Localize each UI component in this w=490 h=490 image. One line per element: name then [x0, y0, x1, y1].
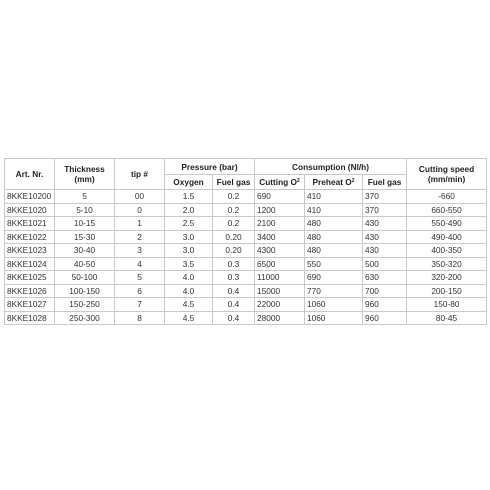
table-row — [5, 257, 487, 271]
cell-consumption-cutting-o2: 22000 — [255, 298, 305, 312]
table-body — [5, 190, 487, 325]
cell-tip: 5 — [115, 271, 165, 285]
cell-cutting-speed: 550-490 — [407, 217, 487, 231]
cell-cutting-speed: 80-45 — [407, 311, 487, 325]
cell-art-nr: 8KKE1025 — [5, 271, 55, 285]
cell-consumption-preheat-o2: 770 — [305, 284, 363, 298]
header-thickness-unit: (mm) — [74, 174, 95, 184]
cell-consumption-cutting-o2: 28000 — [255, 311, 305, 325]
cell-pressure-fuel-gas: 0.4 — [213, 298, 255, 312]
header-art-nr: Art. Nr. — [5, 159, 55, 190]
cell-pressure-fuel-gas: 0.20 — [213, 230, 255, 244]
cell-art-nr: 8KKE1023 — [5, 244, 55, 258]
table-row — [5, 271, 487, 285]
cell-consumption-preheat-o2: 480 — [305, 217, 363, 231]
header-tip: tip # — [115, 159, 165, 190]
cell-pressure-oxygen: 3.5 — [165, 257, 213, 271]
cell-consumption-fuel-gas: 430 — [363, 217, 407, 231]
cell-tip: 1 — [115, 217, 165, 231]
cell-cutting-speed: 660-550 — [407, 203, 487, 217]
cell-tip: 2 — [115, 230, 165, 244]
cell-art-nr: 8KKE1028 — [5, 311, 55, 325]
cell-cutting-speed: 200-150 — [407, 284, 487, 298]
cell-tip: 8 — [115, 311, 165, 325]
cell-consumption-cutting-o2: 6500 — [255, 257, 305, 271]
cell-thickness: 100-150 — [55, 284, 115, 298]
cell-consumption-preheat-o2: 1060 — [305, 311, 363, 325]
cell-consumption-preheat-o2: 410 — [305, 203, 363, 217]
cell-pressure-fuel-gas: 0.3 — [213, 271, 255, 285]
cell-consumption-fuel-gas: 370 — [363, 203, 407, 217]
header-cutting-o2-label: Cutting O — [259, 177, 298, 187]
cell-consumption-cutting-o2: 3400 — [255, 230, 305, 244]
cell-pressure-fuel-gas: 0.4 — [213, 284, 255, 298]
cell-consumption-cutting-o2: 2100 — [255, 217, 305, 231]
cell-cutting-speed: 350-320 — [407, 257, 487, 271]
cell-pressure-oxygen: 2.0 — [165, 203, 213, 217]
header-pressure: Pressure (bar) — [165, 159, 255, 175]
header-cutting-speed — [407, 159, 487, 190]
header-consumption-fuel-gas: Fuel gas — [363, 175, 407, 190]
cell-pressure-fuel-gas: 0.2 — [213, 203, 255, 217]
header-cutting-o2-sub: 2 — [297, 178, 300, 184]
cell-pressure-fuel-gas: 0.20 — [213, 244, 255, 258]
cell-art-nr: 8KKE1024 — [5, 257, 55, 271]
cell-consumption-cutting-o2: 15000 — [255, 284, 305, 298]
table-row — [5, 217, 487, 231]
cell-art-nr: 8KKE1022 — [5, 230, 55, 244]
cell-thickness: 250-300 — [55, 311, 115, 325]
cell-pressure-fuel-gas: 0.2 — [213, 190, 255, 204]
header-thickness-label: Thickness — [64, 164, 105, 174]
cell-consumption-fuel-gas: 960 — [363, 311, 407, 325]
cell-consumption-cutting-o2: 1200 — [255, 203, 305, 217]
cell-tip: 4 — [115, 257, 165, 271]
cell-pressure-oxygen: 4.0 — [165, 271, 213, 285]
header-oxygen: Oxygen — [165, 175, 213, 190]
table-row — [5, 311, 487, 325]
header-consumption: Consumption (Nl/h) — [255, 159, 407, 175]
table-row — [5, 284, 487, 298]
cell-thickness: 15-30 — [55, 230, 115, 244]
cell-tip: 6 — [115, 284, 165, 298]
header-row-top — [5, 159, 487, 175]
header-fuel-gas: Fuel gas — [213, 175, 255, 190]
table-row — [5, 298, 487, 312]
header-preheat-o2-sub: 2 — [351, 178, 355, 184]
cell-thickness: 30-40 — [55, 244, 115, 258]
cell-pressure-fuel-gas: 0.3 — [213, 257, 255, 271]
cell-consumption-fuel-gas: 370 — [363, 190, 407, 204]
cell-consumption-preheat-o2: 480 — [305, 244, 363, 258]
cell-pressure-oxygen: 4.5 — [165, 298, 213, 312]
cell-thickness: 40-50 — [55, 257, 115, 271]
spec-table-container — [4, 158, 486, 325]
table-row — [5, 190, 487, 204]
header-preheat-o2-label: Preheat O — [312, 177, 352, 187]
cell-consumption-cutting-o2: 4300 — [255, 244, 305, 258]
header-cutting-speed-unit: (mm/min) — [427, 174, 466, 184]
cell-thickness: 10-15 — [55, 217, 115, 231]
header-cutting-o2 — [255, 175, 305, 190]
table-row — [5, 203, 487, 217]
cell-consumption-fuel-gas: 630 — [363, 271, 407, 285]
cell-pressure-oxygen: 2.5 — [165, 217, 213, 231]
cell-consumption-preheat-o2: 1060 — [305, 298, 363, 312]
cell-consumption-preheat-o2: 410 — [305, 190, 363, 204]
cell-consumption-fuel-gas: 430 — [363, 244, 407, 258]
table-row — [5, 244, 487, 258]
cell-art-nr: 8KKE1027 — [5, 298, 55, 312]
cell-pressure-oxygen: 3.0 — [165, 230, 213, 244]
cell-cutting-speed: 490-400 — [407, 230, 487, 244]
cell-pressure-oxygen: 3.0 — [165, 244, 213, 258]
header-thickness — [55, 159, 115, 190]
cell-art-nr: 8KKE1026 — [5, 284, 55, 298]
cell-consumption-cutting-o2: 11000 — [255, 271, 305, 285]
cell-pressure-fuel-gas: 0.4 — [213, 311, 255, 325]
cell-consumption-fuel-gas: 430 — [363, 230, 407, 244]
cell-tip: 0 — [115, 203, 165, 217]
cell-cutting-speed: -660 — [407, 190, 487, 204]
cell-art-nr: 8KKE10200 — [5, 190, 55, 204]
cell-consumption-cutting-o2: 690 — [255, 190, 305, 204]
cell-tip: 7 — [115, 298, 165, 312]
cell-tip: 00 — [115, 190, 165, 204]
cell-art-nr: 8KKE1020 — [5, 203, 55, 217]
cell-thickness: 50-100 — [55, 271, 115, 285]
spec-table — [4, 158, 487, 325]
cell-art-nr: 8KKE1021 — [5, 217, 55, 231]
cell-consumption-fuel-gas: 500 — [363, 257, 407, 271]
cell-consumption-fuel-gas: 700 — [363, 284, 407, 298]
cell-pressure-oxygen: 4.0 — [165, 284, 213, 298]
cell-pressure-oxygen: 4.5 — [165, 311, 213, 325]
cell-pressure-oxygen: 1.5 — [165, 190, 213, 204]
header-preheat-o2 — [305, 175, 363, 190]
cell-cutting-speed: 320-200 — [407, 271, 487, 285]
cell-consumption-fuel-gas: 960 — [363, 298, 407, 312]
cell-consumption-preheat-o2: 550 — [305, 257, 363, 271]
table-row — [5, 230, 487, 244]
cell-tip: 3 — [115, 244, 165, 258]
cell-thickness: 150-250 — [55, 298, 115, 312]
cell-cutting-speed: 400-350 — [407, 244, 487, 258]
header-cutting-speed-label: Cutting speed — [418, 164, 475, 174]
cell-pressure-fuel-gas: 0.2 — [213, 217, 255, 231]
cell-thickness: 5-10 — [55, 203, 115, 217]
cell-consumption-preheat-o2: 480 — [305, 230, 363, 244]
cell-consumption-preheat-o2: 690 — [305, 271, 363, 285]
cell-thickness: 5 — [55, 190, 115, 204]
cell-cutting-speed: 150-80 — [407, 298, 487, 312]
